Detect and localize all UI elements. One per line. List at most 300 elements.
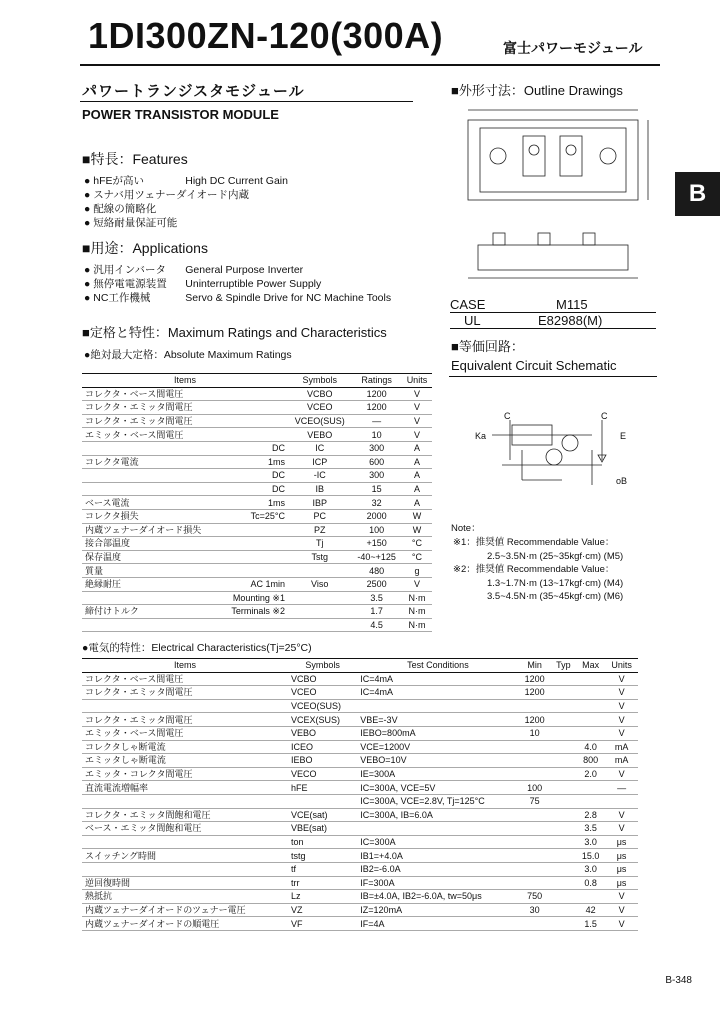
table-row xyxy=(82,890,638,904)
symbol-cell xyxy=(288,618,351,632)
unit-cell: V xyxy=(605,726,638,740)
item-cell: コレクタ損失 xyxy=(82,509,220,523)
subtitle-jp: パワートランジスタモジュール xyxy=(82,83,305,100)
table-row xyxy=(82,740,638,754)
col-units: Units xyxy=(605,659,638,673)
item-cell: 内蔵ツェナーダイオード損失 xyxy=(82,523,220,537)
item-cell xyxy=(82,794,288,808)
section-tab: B xyxy=(675,172,720,216)
sub-cell xyxy=(220,428,287,442)
unit-cell: V xyxy=(402,577,432,591)
typ-cell xyxy=(551,903,576,917)
table-row xyxy=(82,713,638,727)
min-cell: 75 xyxy=(519,794,551,808)
typ-cell xyxy=(551,754,576,768)
item-cell xyxy=(82,469,220,483)
item-cell: ベース電流 xyxy=(82,496,220,510)
item-cell: エミッタ・ベース間電圧 xyxy=(82,428,220,442)
item-cell xyxy=(82,835,288,849)
item-cell: コレクタ・ベース間電圧 xyxy=(82,672,288,686)
symbol-cell: VECO xyxy=(288,767,357,781)
table-row xyxy=(82,699,638,713)
table-row xyxy=(82,482,432,496)
table-row xyxy=(82,605,432,619)
rating-cell: 2000 xyxy=(351,509,401,523)
unit-cell: N·m xyxy=(402,618,432,632)
min-cell: 750 xyxy=(519,890,551,904)
unit-cell: °C xyxy=(402,550,432,564)
item-cell: 絶縁耐圧 xyxy=(82,577,220,591)
table-row xyxy=(82,537,432,551)
table-row xyxy=(82,726,638,740)
max-cell: 3.0 xyxy=(576,862,605,876)
max-cell: 4.0 xyxy=(576,740,605,754)
symbol-cell: Tstg xyxy=(288,550,351,564)
note-line: 3.5~4.5N·m (35~45kgf·cm) (M6) xyxy=(487,591,624,602)
item-cell xyxy=(82,591,220,605)
table-row xyxy=(82,577,432,591)
condition-cell: IB1=+4.0A xyxy=(357,849,518,863)
outline-heading: ■外形寸法：Outline Drawings xyxy=(451,83,623,98)
outline-drawing xyxy=(458,100,658,290)
unit-cell: μs xyxy=(605,835,638,849)
condition-cell: IF=4A xyxy=(357,917,518,931)
min-cell xyxy=(519,822,551,836)
features-heading: ■特長：Features xyxy=(82,151,188,167)
symbol-cell: tstg xyxy=(288,849,357,863)
typ-cell xyxy=(551,890,576,904)
min-cell xyxy=(519,862,551,876)
condition-cell: IC=300A, VCE=5V xyxy=(357,781,518,795)
unit-cell: A xyxy=(402,496,432,510)
list-item: ● NC工作機械 Servo & Spindle Drive for NC Machine Tools xyxy=(84,292,392,304)
absolute-max-ratings-table xyxy=(82,373,432,632)
unit-cell: μs xyxy=(605,862,638,876)
unit-cell: W xyxy=(402,523,432,537)
item-cell: 内蔵ツェナーダイオードのツェナー電圧 xyxy=(82,903,288,917)
typ-cell xyxy=(551,917,576,931)
max-cell xyxy=(576,794,605,808)
applications-list xyxy=(84,263,424,305)
symbol-cell: IB xyxy=(288,482,351,496)
table-row xyxy=(82,550,432,564)
typ-cell xyxy=(551,740,576,754)
table-row xyxy=(82,767,638,781)
table-row xyxy=(82,849,638,863)
unit-cell: V xyxy=(605,917,638,931)
symbol-cell: -IC xyxy=(288,469,351,483)
symbol-cell: Tj xyxy=(288,537,351,551)
typ-cell xyxy=(551,672,576,686)
sub-cell: DC xyxy=(220,441,287,455)
part-number-title: 1DI300ZN-120(300A) xyxy=(88,15,444,56)
table-row xyxy=(82,401,432,415)
unit-cell: °C xyxy=(402,537,432,551)
item-cell: コレクタ・エミッタ間飽和電圧 xyxy=(82,808,288,822)
electrical-heading: ●電気的特性：Electrical Characteristics(Tj=25°C) xyxy=(82,642,312,654)
unit-cell: — xyxy=(605,781,638,795)
table-row xyxy=(82,496,432,510)
symbol-cell: PC xyxy=(288,509,351,523)
item-cell xyxy=(82,862,288,876)
subtitle-rule xyxy=(80,101,413,102)
rating-cell: 15 xyxy=(351,482,401,496)
list-item: ● スナバ用ツェナーダイオード内蔵 xyxy=(84,189,249,201)
max-cell: 0.8 xyxy=(576,876,605,890)
max-cell xyxy=(576,713,605,727)
col-conditions: Test Conditions xyxy=(357,659,518,673)
symbol-cell: PZ xyxy=(288,523,351,537)
item-cell: 直流電流増幅率 xyxy=(82,781,288,795)
typ-cell xyxy=(551,876,576,890)
item-cell xyxy=(82,618,220,632)
min-cell xyxy=(519,835,551,849)
symbol-cell: VCEO(SUS) xyxy=(288,699,357,713)
rating-cell: 3.5 xyxy=(351,591,401,605)
max-cell: 15.0 xyxy=(576,849,605,863)
typ-cell xyxy=(551,686,576,700)
condition-cell: IB2=-6.0A xyxy=(357,862,518,876)
ratings-heading: ■定格と特性：Maximum Ratings and Characteristics xyxy=(82,325,387,340)
max-cell: 1.5 xyxy=(576,917,605,931)
unit-cell: V xyxy=(605,890,638,904)
item-cell: 保存温度 xyxy=(82,550,220,564)
condition-cell: IC=300A, IB=6.0A xyxy=(357,808,518,822)
subtitle-en: POWER TRANSISTOR MODULE xyxy=(82,107,279,122)
table-row xyxy=(82,876,638,890)
unit-cell: A xyxy=(402,469,432,483)
sub-cell: 1ms xyxy=(220,496,287,510)
table-row xyxy=(82,387,432,401)
max-cell: 800 xyxy=(576,754,605,768)
unit-cell: V xyxy=(605,767,638,781)
table-row xyxy=(82,414,432,428)
min-cell: 1200 xyxy=(519,686,551,700)
symbol-cell: VEBO xyxy=(288,726,357,740)
ratings-subheading: ●絶対最大定格：Absolute Maximum Ratings xyxy=(84,349,292,361)
unit-cell: V xyxy=(402,428,432,442)
max-cell xyxy=(576,686,605,700)
table-header-row xyxy=(82,659,638,673)
item-cell: エミッタしゃ断電流 xyxy=(82,754,288,768)
typ-cell xyxy=(551,835,576,849)
max-cell: 3.5 xyxy=(576,822,605,836)
max-cell xyxy=(576,726,605,740)
symbol-cell: tf xyxy=(288,862,357,876)
rating-cell: 4.5 xyxy=(351,618,401,632)
condition-cell: IE=300A xyxy=(357,767,518,781)
rating-cell: 100 xyxy=(351,523,401,537)
item-cell: 熱抵抗 xyxy=(82,890,288,904)
typ-cell xyxy=(551,781,576,795)
unit-cell: μs xyxy=(605,849,638,863)
sub-cell: DC xyxy=(220,482,287,496)
symbol-cell: VCBO xyxy=(288,387,351,401)
terminal-c2: C xyxy=(601,411,608,421)
table-row xyxy=(82,591,432,605)
item-cell: コレクタ電流 xyxy=(82,455,220,469)
item-cell: コレクタ・エミッタ間電圧 xyxy=(82,414,220,428)
max-cell: 3.0 xyxy=(576,835,605,849)
max-cell: 2.0 xyxy=(576,767,605,781)
rating-cell: 2500 xyxy=(351,577,401,591)
note-line: ※1：推奨値 Recommendable Value： xyxy=(453,537,615,548)
rating-cell: — xyxy=(351,414,401,428)
max-cell: 42 xyxy=(576,903,605,917)
table-row xyxy=(82,862,638,876)
table-row xyxy=(82,672,638,686)
rating-cell: 600 xyxy=(351,455,401,469)
col-min: Min xyxy=(519,659,551,673)
symbol-cell: VCEO(SUS) xyxy=(288,414,351,428)
min-cell xyxy=(519,699,551,713)
typ-cell xyxy=(551,808,576,822)
equivalent-circuit xyxy=(462,405,642,500)
typ-cell xyxy=(551,822,576,836)
list-item: ● 汎用インバータ General Purpose Inverter xyxy=(84,264,304,276)
table-row xyxy=(82,441,432,455)
symbol-cell xyxy=(288,564,351,578)
unit-cell: A xyxy=(402,441,432,455)
condition-cell: IF=300A xyxy=(357,876,518,890)
item-cell: エミッタ・ベース間電圧 xyxy=(82,726,288,740)
item-cell xyxy=(82,699,288,713)
unit-cell: W xyxy=(402,509,432,523)
symbol-cell xyxy=(288,605,351,619)
table-row xyxy=(82,523,432,537)
symbol-cell: ICEO xyxy=(288,740,357,754)
table-row xyxy=(82,686,638,700)
symbol-cell xyxy=(288,591,351,605)
unit-cell: V xyxy=(605,686,638,700)
item-cell: 逆回復時間 xyxy=(82,876,288,890)
condition-cell: IB=±4.0A, IB2=-6.0A, tw=50μs xyxy=(357,890,518,904)
min-cell xyxy=(519,808,551,822)
rating-cell: 1200 xyxy=(351,401,401,415)
rating-cell: 1.7 xyxy=(351,605,401,619)
page-number: B-348 xyxy=(665,975,692,986)
condition-cell: IZ=120mA xyxy=(357,903,518,917)
condition-cell: IC=4mA xyxy=(357,686,518,700)
sub-cell xyxy=(220,523,287,537)
case-row: CASE M115 xyxy=(450,297,656,313)
symbol-cell: VCEO xyxy=(288,401,351,415)
min-cell: 100 xyxy=(519,781,551,795)
rating-cell: 32 xyxy=(351,496,401,510)
rating-cell: -40~+125 xyxy=(351,550,401,564)
sub-cell: Terminals ※2 xyxy=(220,605,287,619)
sub-cell: AC 1min xyxy=(220,577,287,591)
note-line: ※2：推奨値 Recommendable Value： xyxy=(453,564,615,575)
unit-cell xyxy=(605,794,638,808)
sub-cell: 1ms xyxy=(220,455,287,469)
condition-cell: VCE=1200V xyxy=(357,740,518,754)
min-cell xyxy=(519,849,551,863)
electrical-characteristics-table xyxy=(82,658,638,931)
condition-cell: IC=4mA xyxy=(357,672,518,686)
item-cell: コレクタ・エミッタ間電圧 xyxy=(82,713,288,727)
typ-cell xyxy=(551,726,576,740)
typ-cell xyxy=(551,699,576,713)
rating-cell: 1200 xyxy=(351,387,401,401)
sub-cell: Tc=25°C xyxy=(220,509,287,523)
condition-cell: VEBO=10V xyxy=(357,754,518,768)
sub-cell xyxy=(220,401,287,415)
min-cell xyxy=(519,767,551,781)
condition-cell: IEBO=800mA xyxy=(357,726,518,740)
unit-cell: A xyxy=(402,455,432,469)
col-items: Items xyxy=(82,659,288,673)
symbol-cell: VEBO xyxy=(288,428,351,442)
symbol-cell: IEBO xyxy=(288,754,357,768)
unit-cell: V xyxy=(605,808,638,822)
typ-cell xyxy=(551,767,576,781)
terminal-ka: Ka xyxy=(475,431,487,441)
symbol-cell: VCBO xyxy=(288,672,357,686)
item-cell: コレクタ・エミッタ間電圧 xyxy=(82,401,220,415)
unit-cell: V xyxy=(605,699,638,713)
item-cell xyxy=(82,441,220,455)
table-row xyxy=(82,754,638,768)
table-row xyxy=(82,469,432,483)
condition-cell: VBE=-3V xyxy=(357,713,518,727)
min-cell: 1200 xyxy=(519,672,551,686)
rating-cell: 300 xyxy=(351,441,401,455)
item-cell xyxy=(82,482,220,496)
unit-cell: mA xyxy=(605,754,638,768)
item-cell: コレクタしゃ断電流 xyxy=(82,740,288,754)
max-cell xyxy=(576,890,605,904)
unit-cell: V xyxy=(402,401,432,415)
notes-block xyxy=(453,536,659,604)
features-list xyxy=(84,174,384,230)
sub-cell xyxy=(220,387,287,401)
list-item: ● 無停電電源装置 Uninterruptible Power Supply xyxy=(84,278,322,290)
symbol-cell: IBP xyxy=(288,496,351,510)
unit-cell: N·m xyxy=(402,605,432,619)
condition-cell xyxy=(357,822,518,836)
unit-cell: V xyxy=(402,414,432,428)
unit-cell: μs xyxy=(605,876,638,890)
table-row xyxy=(82,835,638,849)
unit-cell: V xyxy=(605,822,638,836)
typ-cell xyxy=(551,713,576,727)
table-row xyxy=(82,822,638,836)
col-items: Items xyxy=(82,374,288,388)
sub-cell xyxy=(220,550,287,564)
schematic-heading-en: Equivalent Circuit Schematic xyxy=(451,358,617,373)
symbol-cell: VCEO xyxy=(288,686,357,700)
max-cell: 2.8 xyxy=(576,808,605,822)
item-cell: エミッタ・コレクタ間電圧 xyxy=(82,767,288,781)
maker-label: 富士パワーモジュール xyxy=(503,40,643,56)
table-header-row xyxy=(82,374,432,388)
terminal-c1: C xyxy=(504,411,511,421)
case-info xyxy=(450,297,656,329)
col-units: Units xyxy=(402,374,432,388)
notes-title: Note： xyxy=(451,523,481,534)
sub-cell: DC xyxy=(220,469,287,483)
col-symbols: Symbols xyxy=(288,659,357,673)
table-row xyxy=(82,618,432,632)
unit-cell: g xyxy=(402,564,432,578)
item-cell: コレクタ・ベース間電圧 xyxy=(82,387,220,401)
rating-cell: 480 xyxy=(351,564,401,578)
item-cell: 質量 xyxy=(82,564,220,578)
col-ratings: Ratings xyxy=(351,374,401,388)
sub-cell: Mounting ※1 xyxy=(220,591,287,605)
typ-cell xyxy=(551,862,576,876)
unit-cell: A xyxy=(402,482,432,496)
unit-cell: V xyxy=(605,672,638,686)
rating-cell: 300 xyxy=(351,469,401,483)
condition-cell: IC=300A, VCE=2.8V, Tj=125°C xyxy=(357,794,518,808)
min-cell xyxy=(519,876,551,890)
symbol-cell: hFE xyxy=(288,781,357,795)
condition-cell xyxy=(357,699,518,713)
header-rule xyxy=(80,64,660,66)
table-row xyxy=(82,509,432,523)
max-cell xyxy=(576,699,605,713)
table-row xyxy=(82,808,638,822)
note-line: 1.3~1.7N·m (13~17kgf·cm) (M4) xyxy=(487,577,624,589)
min-cell: 1200 xyxy=(519,713,551,727)
sub-cell xyxy=(220,618,287,632)
min-cell xyxy=(519,740,551,754)
terminal-b: oB xyxy=(616,476,628,486)
table-row xyxy=(82,428,432,442)
unit-cell: mA xyxy=(605,740,638,754)
col-max: Max xyxy=(576,659,605,673)
unit-cell: V xyxy=(605,903,638,917)
min-cell xyxy=(519,917,551,931)
table-row xyxy=(82,903,638,917)
item-cell: 接合部温度 xyxy=(82,537,220,551)
symbol-cell: VCEX(SUS) xyxy=(288,713,357,727)
unit-cell: V xyxy=(605,713,638,727)
schematic-heading-jp: ■等価回路： xyxy=(451,339,524,354)
item-cell: コレクタ・エミッタ間電圧 xyxy=(82,686,288,700)
schematic-rule xyxy=(449,376,657,377)
list-item: ● 短絡耐量保証可能 xyxy=(84,217,178,229)
table-row xyxy=(82,564,432,578)
item-cell: 内蔵ツェナーダイオードの順電圧 xyxy=(82,917,288,931)
rating-cell: 10 xyxy=(351,428,401,442)
typ-cell xyxy=(551,849,576,863)
table-row xyxy=(82,781,638,795)
min-cell: 30 xyxy=(519,903,551,917)
unit-cell: V xyxy=(402,387,432,401)
sub-cell xyxy=(220,537,287,551)
table-row xyxy=(82,917,638,931)
min-cell xyxy=(519,754,551,768)
max-cell xyxy=(576,781,605,795)
symbol-cell: Lz xyxy=(288,890,357,904)
ul-row: UL E82988(M) xyxy=(450,313,656,329)
symbol-cell: VBE(sat) xyxy=(288,822,357,836)
list-item: ● 配線の簡略化 xyxy=(84,203,157,215)
min-cell: 10 xyxy=(519,726,551,740)
note-line: 2.5~3.5N·m (25~35kgf·cm) (M5) xyxy=(487,550,624,562)
symbol-cell: trr xyxy=(288,876,357,890)
symbol-cell: VCE(sat) xyxy=(288,808,357,822)
table-row xyxy=(82,455,432,469)
symbol-cell: Viso xyxy=(288,577,351,591)
condition-cell: IC=300A xyxy=(357,835,518,849)
symbol-cell: VF xyxy=(288,917,357,931)
item-cell: 締付けトルク xyxy=(82,605,220,619)
sub-cell xyxy=(220,414,287,428)
